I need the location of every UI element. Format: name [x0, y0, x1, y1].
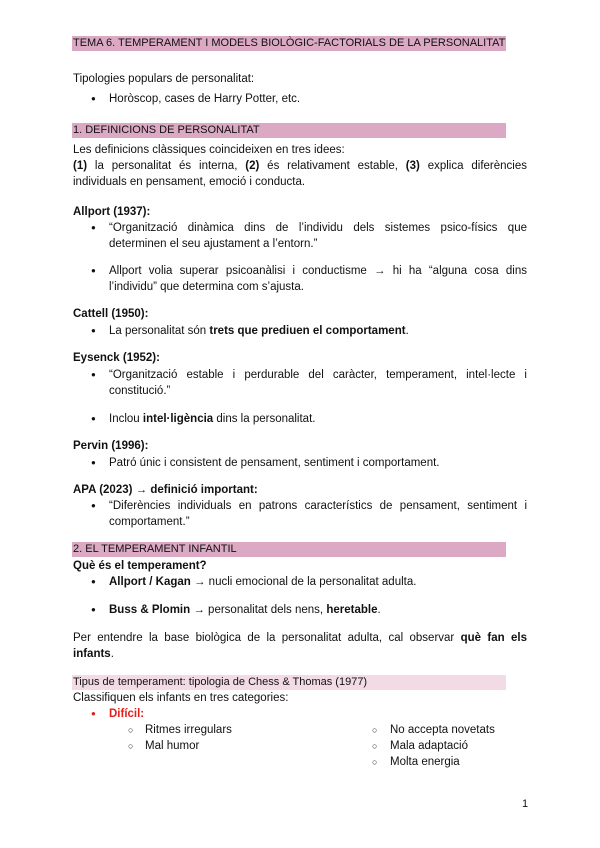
bullet-dot: ● — [91, 501, 96, 510]
types-lead: Classifiquen els infants en tres categories: — [73, 692, 289, 704]
eysenck-heading: Eysenck (1952): — [73, 352, 160, 364]
bullet-dot: ● — [91, 605, 96, 614]
allport-bullet-1: “Organització dinàmica dins de l’individu dels sistemes psico-físics que determinen el seu ajustament a l’entorn.” — [109, 222, 527, 250]
section2-bullet-1: Allport / Kagan → nucli emocional de la personalitat adulta. — [109, 576, 417, 588]
pervin-heading: Pervin (1996): — [73, 440, 149, 452]
pervin-bullet: Patró únic i consistent de pensament, sentiment i comportament. — [109, 457, 440, 469]
circle-bullet: ○ — [128, 725, 134, 735]
section2-bullet-2: Buss & Plomin → personalitat dels nens, heretable. — [109, 604, 381, 616]
circle-bullet: ○ — [372, 757, 378, 767]
section2-paragraph: Per entendre la base biològica de la personalitat adulta, cal observar què fan els infants. — [73, 632, 527, 660]
bullet-dot: ● — [91, 326, 96, 335]
allport-bullet-2: Allport volia superar psicoanàlisi i conductisme → hi ha “alguna cosa dins l’individu” que determina com s’ajusta. — [109, 265, 527, 293]
bullet-dot: ● — [91, 223, 96, 232]
bullet-dot: ● — [91, 458, 96, 467]
bullet-dot: ● — [91, 266, 96, 275]
intro-bullet: Horòscop, cases de Harry Potter, etc. — [109, 93, 301, 105]
right-item: Molta energia — [390, 756, 460, 768]
section1-lead: Les definicions clàssiques coincideixen en tres idees: — [73, 144, 345, 156]
section1-ideas: (1) la personalitat és interna, (2) és relativament estable, (3) explica diferències individuals en pensament, emoció i conducta. — [73, 160, 527, 188]
section2-band — [72, 542, 506, 557]
allport-heading: Allport (1937): — [73, 206, 151, 218]
section1-heading: 1. DEFINICIONS DE PERSONALITAT — [73, 124, 260, 136]
types-band — [72, 675, 506, 690]
document-title: TEMA 6. TEMPERAMENT I MODELS BIOLÒGIC-FACTORIALS DE LA PERSONALITAT — [73, 37, 506, 49]
right-item: Mala adaptació — [390, 740, 468, 752]
section2-heading: 2. EL TEMPERAMENT INFANTIL — [73, 543, 237, 555]
page-number: 1 — [522, 798, 529, 810]
cattell-bullet: La personalitat són trets que prediuen el comportament. — [109, 325, 409, 337]
section1-band — [72, 123, 506, 138]
circle-bullet: ○ — [372, 741, 378, 751]
bullet-dot: ● — [91, 709, 96, 718]
bullet-dot: ● — [91, 370, 96, 379]
left-item: Mal humor — [145, 740, 200, 752]
types-heading: Tipus de temperament: tipologia de Chess & Thomas (1977) — [73, 676, 368, 688]
title-band — [72, 36, 506, 51]
cattell-heading: Cattell (1950): — [73, 308, 149, 320]
intro-label: Tipologies populars de personalitat: — [73, 73, 255, 85]
left-item: Ritmes irregulars — [145, 724, 232, 736]
eysenck-bullet-1: “Organització estable i perdurable del caràcter, temperament, intel·lecte i constitució.” — [109, 369, 527, 397]
circle-bullet: ○ — [372, 725, 378, 735]
circle-bullet: ○ — [128, 741, 134, 751]
dificil-label: Difícil: — [109, 708, 145, 720]
section2-question: Què és el temperament? — [73, 560, 207, 572]
bullet-dot: ● — [91, 577, 96, 586]
bullet-dot: ● — [91, 414, 96, 423]
apa-heading: APA (2023) → definició important: — [73, 484, 258, 496]
eysenck-bullet-2: Inclou intel·ligència dins la personalitat. — [109, 413, 316, 425]
bullet-dot: ● — [91, 94, 96, 103]
right-item: No accepta novetats — [390, 724, 495, 736]
apa-bullet: “Diferències individuals en patrons característics de pensament, sentiment i comportament.” — [109, 500, 527, 528]
